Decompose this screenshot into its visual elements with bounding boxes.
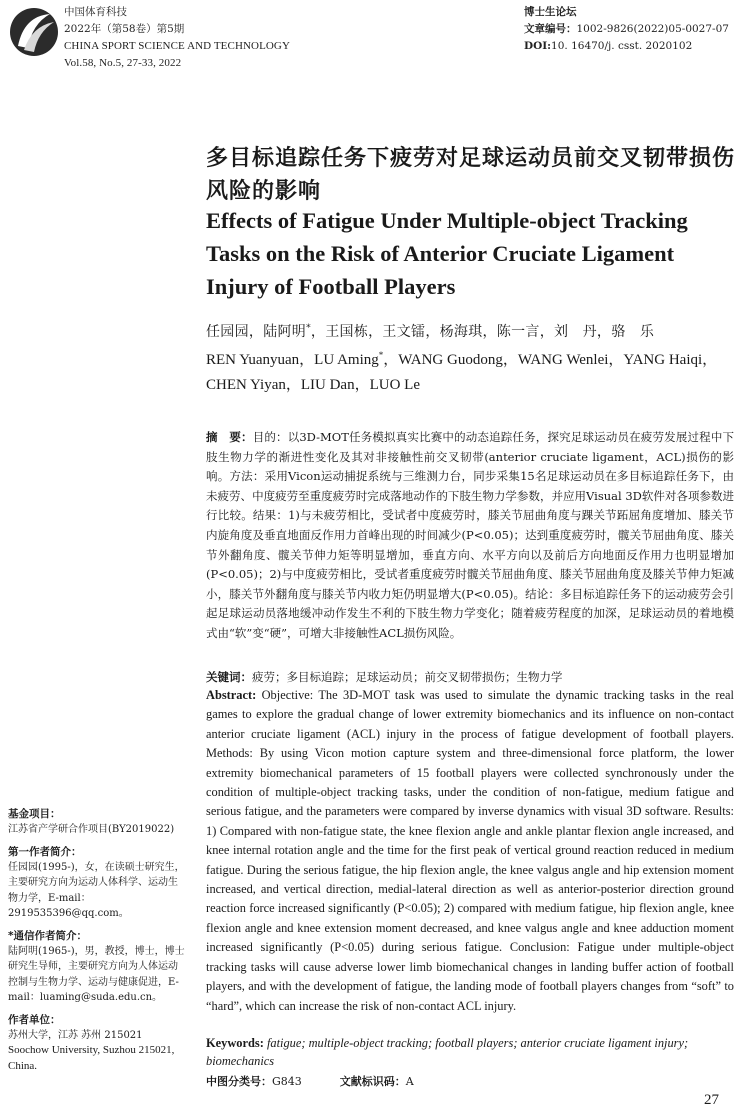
author-info-sidebar bbox=[8, 806, 186, 1074]
page-number: 27 bbox=[704, 1092, 719, 1108]
journal-name-en: CHINA SPORT SCIENCE AND TECHNOLOGY bbox=[64, 40, 291, 52]
keywords-en-text: fatigue; multiple-object tracking; football players; anterior cruciate ligament injury; biomechanics bbox=[206, 1036, 689, 1068]
abstract-en bbox=[206, 686, 734, 1016]
first-author-heading: 第一作者简介： bbox=[8, 845, 82, 858]
article-no: 1002-9826(2022)05-0027-07 bbox=[576, 23, 729, 35]
abstract-cn-label: 摘 要： bbox=[206, 430, 253, 444]
authors-en bbox=[206, 348, 736, 398]
affiliation-heading: 作者单位： bbox=[8, 1013, 61, 1026]
authors-cn bbox=[206, 322, 654, 342]
journal-issue-cn: 2022年（第58卷）第5期 bbox=[64, 23, 185, 35]
article-meta bbox=[524, 4, 729, 55]
journal-name-cn: 中国体育科技 bbox=[64, 6, 127, 18]
corresponding-author-text: 陆阿明(1965-)，男，教授，博士，博士研究生导师，主要研究方向为人体运动控制与生物力学、运动与健康促进，E-mail：luaming@suda.edu.cn。 bbox=[8, 945, 185, 1003]
abstract-cn bbox=[206, 428, 734, 644]
journal-logo bbox=[8, 6, 60, 58]
affiliation-en: Soochow University, Suzhou 215021, China. bbox=[8, 1044, 175, 1072]
first-author-text: 任园园(1995-)，女，在读硕士研究生，主要研究方向为运动人体科学、运动生物力学，E-mail：2919535396@qq.com。 bbox=[8, 861, 185, 919]
authors-en-part2: ，WANG Guodong，WANG Wenlei，YANG Haiqi，CHEN Yiyan，LIU Dan，LUO Le bbox=[206, 352, 718, 393]
keywords-cn bbox=[206, 668, 734, 686]
journal-header bbox=[64, 4, 290, 72]
abstract-cn-text: 目的：以3D-MOT任务模拟真实比赛中的动态追踪任务，探究足球运动员在疲劳发展过程中下肢生物力学的渐进性变化及其对非接触性前交叉韧带(anterior cruciate ligament，ACL)损伤的影响。方法：采用Vicon运动捕捉系统与三维测力台，同步采集15名足球运动员在多目标追踪任务下，由未疲劳、中度疲劳至重度疲劳时完成落地动作的下肢生物力学参数，并应用Visual 3D软件对各项参数进行比较。结果：1)与未疲劳相比，受试者中度疲劳时，膝关节屈曲角度与踝关节跖屈角度增加、膝关节内旋角度及垂直地面反作用力首峰出现的时间减少(P<0.05)；达到重度疲劳时，髋关节屈曲角度、膝关节外翻角度、髋关节伸力矩等明显增加，垂直方向、水平方向以及前后方向地面反作用力也明显增加(P<0.05)；2)与中度疲劳相比，受试者重度疲劳时髋关节屈曲角度、膝关节屈曲角度及膝关节伸力矩减小，膝关节外翻角度与膝关节内收力矩仍明显增大(P<0.05)。结论：多目标追踪任务下的运动疲劳会引起足球运动员落地缓冲动作发生不利的下肢生物力学变化；随着疲劳程度的加深，足球运动员的着地模式由“软”变“硬”，可增大非接触性ACL损伤风险。 bbox=[206, 430, 734, 640]
clc-value: G843 bbox=[272, 1075, 302, 1088]
keywords-cn-text: 疲劳；多目标追踪；足球运动员；前交叉韧带损伤；生物力学 bbox=[252, 670, 563, 684]
abstract-en-label: Abstract: bbox=[206, 688, 257, 702]
classification-line bbox=[206, 1074, 414, 1090]
authors-cn-part2: ，王国栋，王文镭，杨海琪，陈一言，刘 丹，骆 乐 bbox=[310, 324, 655, 340]
keywords-en-label: Keywords: bbox=[206, 1036, 264, 1050]
keywords-en bbox=[206, 1034, 734, 1070]
doc-code-value: A bbox=[405, 1075, 414, 1088]
authors-en-part1: REN Yuanyuan，LU Aming bbox=[206, 352, 379, 368]
doi-value: 10. 16470/j. csst. 2020102 bbox=[551, 40, 693, 52]
title-cn: 多目标追踪任务下疲劳对足球运动员前交叉韧带损伤风险的影响 bbox=[206, 146, 736, 204]
clc-label: 中图分类号： bbox=[206, 1075, 272, 1088]
section-name: 博士生论坛 bbox=[524, 6, 577, 18]
authors-cn-part1: 任园园，陆阿明 bbox=[206, 324, 307, 340]
corresponding-mark-en: * bbox=[378, 350, 384, 360]
doc-code-label: 文献标识码： bbox=[339, 1075, 406, 1088]
journal-volume-en: Vol.58, No.5, 27-33, 2022 bbox=[64, 57, 182, 69]
fund-heading: 基金项目： bbox=[8, 808, 61, 820]
doi-label: DOI: bbox=[524, 40, 552, 52]
article-no-label: 文章编号： bbox=[524, 23, 577, 35]
fund-text: 江苏省产学研合作项目(BY2019022) bbox=[8, 824, 175, 835]
corresponding-mark: * bbox=[306, 323, 311, 334]
title-en: Effects of Fatigue Under Multiple-object Tracking Tasks on the Risk of Anterior Cruciate Ligament Injury of Football Players bbox=[206, 208, 688, 299]
abstract-en-text: Objective: The 3D-MOT task was used to simulate the dynamic tracking tasks in the real games to explore the gradual change of lower extremity biomechanics and its influence on non-contact anterior cruciate ligament (ACL) injury in the process of fatigue development of football players. Methods: By using Vicon motion capture system and three-dimensional force platform, the lower extremity biomechanical parameters of 15 football players were collected synchronously under the condition of multiple-object tracking tasks, under the condition of non-fatigue, medium fatigue and serious fatigue, and the parameters were compared by inverse dynamics with visual 3D software. Results: 1) Compared with non-fatigue state, the knee flexion angle and ankle plantar flexion angle increased, and knee internal rotation angle and the time for the first peak of vertical ground reaction reduced in medium fatigue. During the serious fatigue, the hip flexion angle, the knee valgus angle and hip extension moment increased, and vertical direction, medial-lateral direction as well as anterior-posterior direction ground reaction force increased significantly (P<0.05); 2) compared with medium fatigue, hip flexion angle, knee flexion angle and knee extension moment decreased, and knee valgus angle and knee adduction moment increased significantly (P<0.05) during serious fatigue. Conclusion: Fatigue under multiple-object tracking tasks will cause adverse lower limb biomechanical changes in landing buffer action of football players, and with the development of fatigue, the landing mode of football players changes from “soft” to “hard”, which can increase the risk of non-contact ACL injury. bbox=[206, 688, 734, 1013]
affiliation-cn: 苏州大学，江苏 苏州 215021 bbox=[8, 1029, 143, 1041]
corresponding-author-heading: *通信作者简介： bbox=[8, 929, 87, 942]
keywords-cn-label: 关键词： bbox=[206, 670, 252, 684]
